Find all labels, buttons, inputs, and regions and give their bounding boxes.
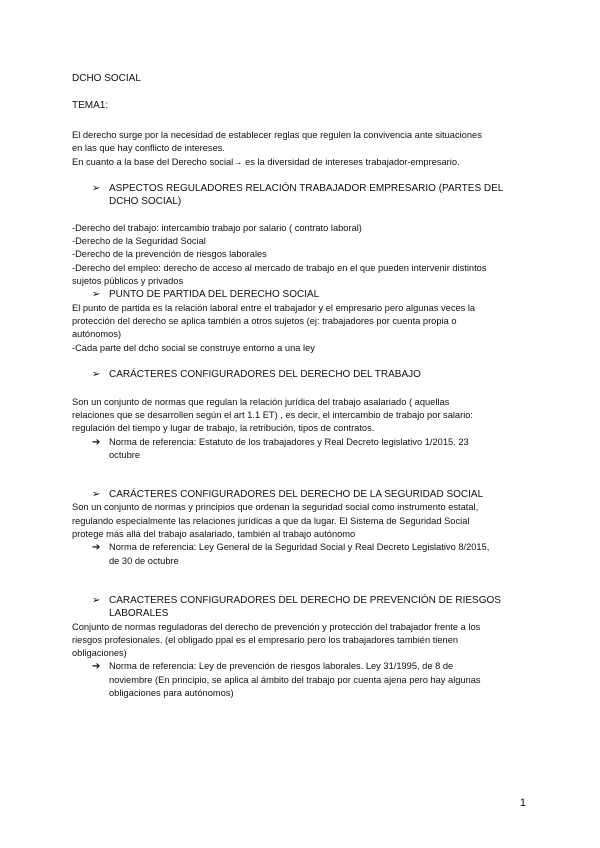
intro-line: En cuanto a la base del Derecho social→ es la diversidad de intereses trabajador-empresario. [72,157,460,167]
list-item: -Derecho del empleo: derecho de acceso al mercado de trabajo en el que pueden intervenir distintos [72,263,487,273]
paragraph-line: protección del derecho se aplica también a otros sujetos (ej: trabajadores por cuenta propia o [72,316,457,326]
paragraph-line: riesgos profesionales. (el obligado ppal es el empresario pero los trabajadores también tienen [72,635,459,645]
section-heading: DCHO SOCIAL) [109,196,182,207]
bullet-arrow-icon: ➢ [92,489,101,500]
paragraph-line: protege más allá del trabajo asalariado, también al trabajo autónomo [72,529,356,539]
doc-title: DCHO SOCIAL [72,73,141,84]
list-item: -Derecho de la prevención de riesgos laborales [72,249,267,259]
section-heading: CARACTERES CONFIGURADORES DEL DERECHO DE PREVENCIÓN DE RIESGOS [109,595,501,606]
paragraph-line: autónomos) [72,329,122,339]
paragraph-line: relaciones que se desarrollen según el art 1.1 ET) , es decir, el intercambio de trabajo por salario: [72,410,474,420]
list-item: sujetos públicos y privados [72,276,184,286]
reference-line: Norma de referencia: Ley General de la Seguridad Social y Real Decreto Legislativo 8/2015, [109,542,490,552]
list-item: -Derecho del trabajo: intercambio trabajo por salario ( contrato laboral) [72,223,362,233]
bullet-arrow-icon: ➢ [92,289,101,300]
reference-line: noviembre (En principio, se aplica al ámbito del trabajo por cuenta ajena pero hay algunas [109,675,481,685]
paragraph-line: El punto de partida es la relación laboral entre el trabajador y el empresario pero algunas veces la [72,303,476,313]
reference-line: octubre [109,450,141,460]
page-number: 1 [519,797,526,809]
paragraph-line: Son un conjunto de normas y principios que ordenan la seguridad social como instrumento estatal, [72,502,479,512]
reference-line: Norma de referencia: Estatuto de los trabajadores y Real Decreto legislativo 1/2015. 23 [109,437,469,447]
paragraph-line: regulando especialmente las relaciones jurídicas a que da lugar. El Sistema de Seguridad Social [72,516,470,526]
paragraph-line: Son un conjunto de normas que regulan la relación jurídica del trabajo asalariado ( aquellas [72,397,450,407]
paragraph-line: obligaciones) [72,648,127,658]
intro-line: El derecho surge por la necesidad de establecer reglas que regulen la convivencia ante situaciones [72,130,482,140]
bullet-arrow-icon: ➢ [92,183,101,194]
reference-arrow-icon: ➔ [92,542,101,553]
section-heading: PUNTO DE PARTIDA DEL DERECHO SOCIAL [109,289,320,300]
reference-arrow-icon: ➔ [92,661,101,672]
tema-label: TEMA1: [72,100,109,111]
section-heading: LABORALES [109,608,169,619]
paragraph-line: Conjunto de normas reguladoras del derecho de prevención y protección del trabajador frente a los [72,622,481,632]
paragraph-line: regulación del tiempo y lugar de trabajo, la retribución, tipos de contratos. [72,423,375,433]
paragraph-line: -Cada parte del dcho social se construye entorno a una ley [72,343,315,353]
reference-arrow-icon: ➔ [92,437,101,448]
section-heading: CARÁCTERES CONFIGURADORES DEL DERECHO DEL TRABAJO [109,369,421,380]
reference-line: Norma de referencia: Ley de prevención de riesgos laborales. Ley 31/1995, de 8 de [109,661,454,671]
bullet-arrow-icon: ➢ [92,595,101,606]
section-heading: ASPECTOS REGULADORES RELACIÓN TRABAJADOR EMPRESARIO (PARTES DEL [109,183,504,194]
section-heading: CARÁCTERES CONFIGURADORES DEL DERECHO DE LA SEGURIDAD SOCIAL [109,489,484,500]
reference-line: de 30 de octubre [109,556,179,566]
list-item: -Derecho de la Seguridad Social [72,236,206,246]
bullet-arrow-icon: ➢ [92,369,101,380]
reference-line: obligaciones para autónomos) [109,688,234,698]
intro-line: en las que hay conflicto de intereses. [72,143,225,153]
